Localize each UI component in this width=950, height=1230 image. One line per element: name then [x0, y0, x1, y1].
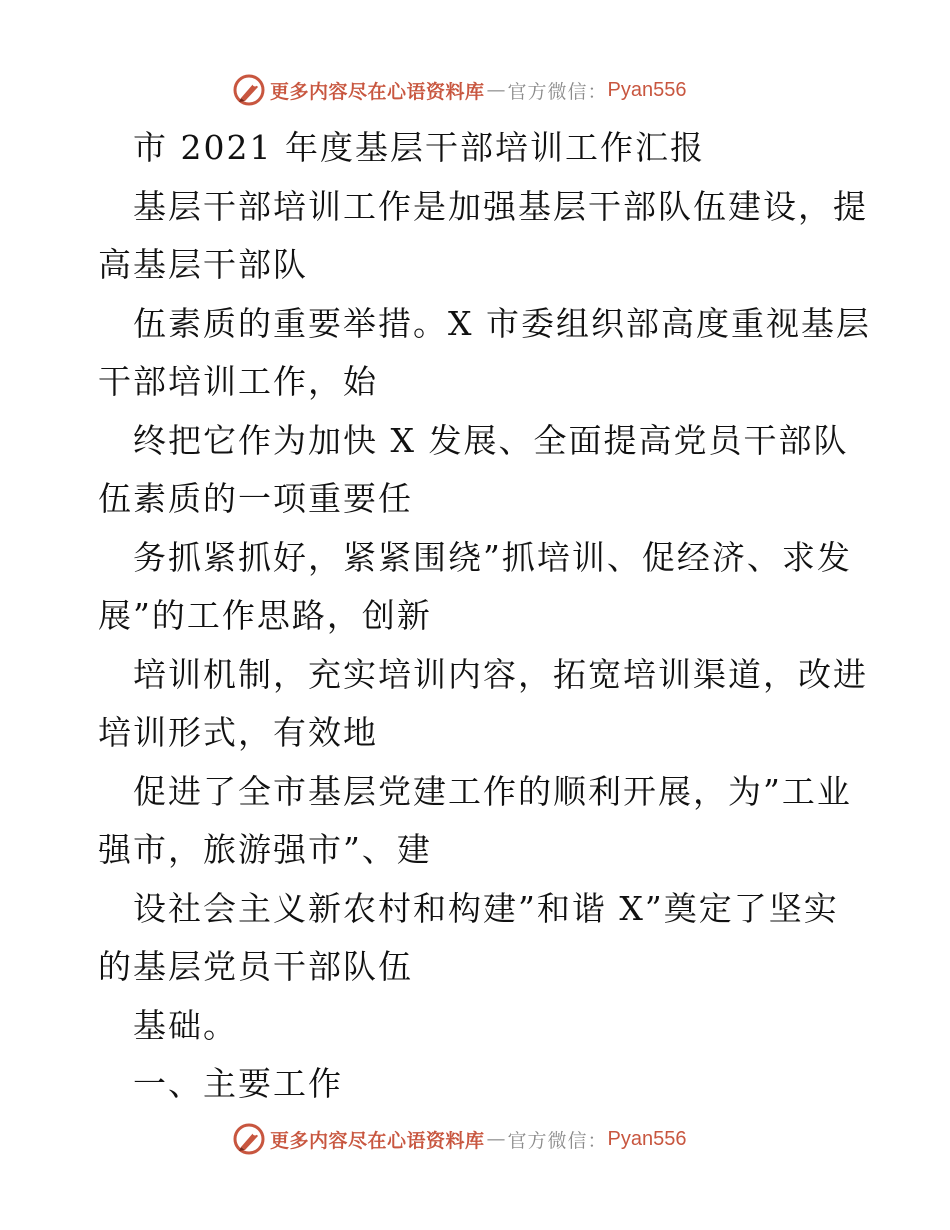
text-line: 强市，旅游强市”、建: [98, 830, 432, 869]
text-line: 培训机制，充实培训内容，拓宽培训渠道，改进: [133, 655, 868, 694]
header-banner: [232, 73, 687, 107]
text-line: 促进了全市基层党建工作的顺利开展，为”工业: [133, 772, 852, 811]
text-line: 的基层党员干部队伍: [98, 947, 413, 986]
official-label: 官方微信：: [507, 80, 608, 103]
promo-text: 更多内容尽在心语资料库: [270, 80, 485, 103]
banner-dash: —: [486, 79, 506, 101]
promo-text: 更多内容尽在心语资料库: [270, 1129, 485, 1152]
text-line: 伍素质的重要举措。X 市委组织部高度重视基层: [133, 304, 871, 343]
section-heading: 一、主要工作: [133, 1064, 343, 1103]
text-line: 终把它作为加快 X 发展、全面提高党员干部队: [133, 421, 849, 460]
doc-title: 市 2021 年度基层干部培训工作汇报: [133, 128, 705, 167]
text-line: 基层干部培训工作是加强基层干部队伍建设，提: [133, 187, 868, 226]
text-line: 基础。: [133, 1006, 238, 1045]
official-label: 官方微信：: [507, 1129, 608, 1152]
wechat-id: Pyan556: [607, 78, 687, 101]
text-line: 培训形式，有效地: [98, 713, 378, 752]
pen-logo-icon: [232, 73, 266, 107]
text-line: 干部培训工作，始: [98, 362, 378, 401]
text-line: 高基层干部队: [98, 245, 308, 284]
pen-logo-icon: [232, 1122, 266, 1156]
text-line: 设社会主义新农村和构建”和谐 X”奠定了坚实: [133, 889, 839, 928]
text-line: 伍素质的一项重要任: [98, 479, 413, 518]
text-line: 务抓紧抓好，紧紧围绕”抓培训、促经济、求发: [133, 538, 852, 577]
wechat-id: Pyan556: [607, 1127, 687, 1150]
banner-dash: —: [486, 1128, 506, 1150]
footer-banner: [232, 1122, 687, 1156]
text-line: 展”的工作思路，创新: [98, 596, 432, 635]
